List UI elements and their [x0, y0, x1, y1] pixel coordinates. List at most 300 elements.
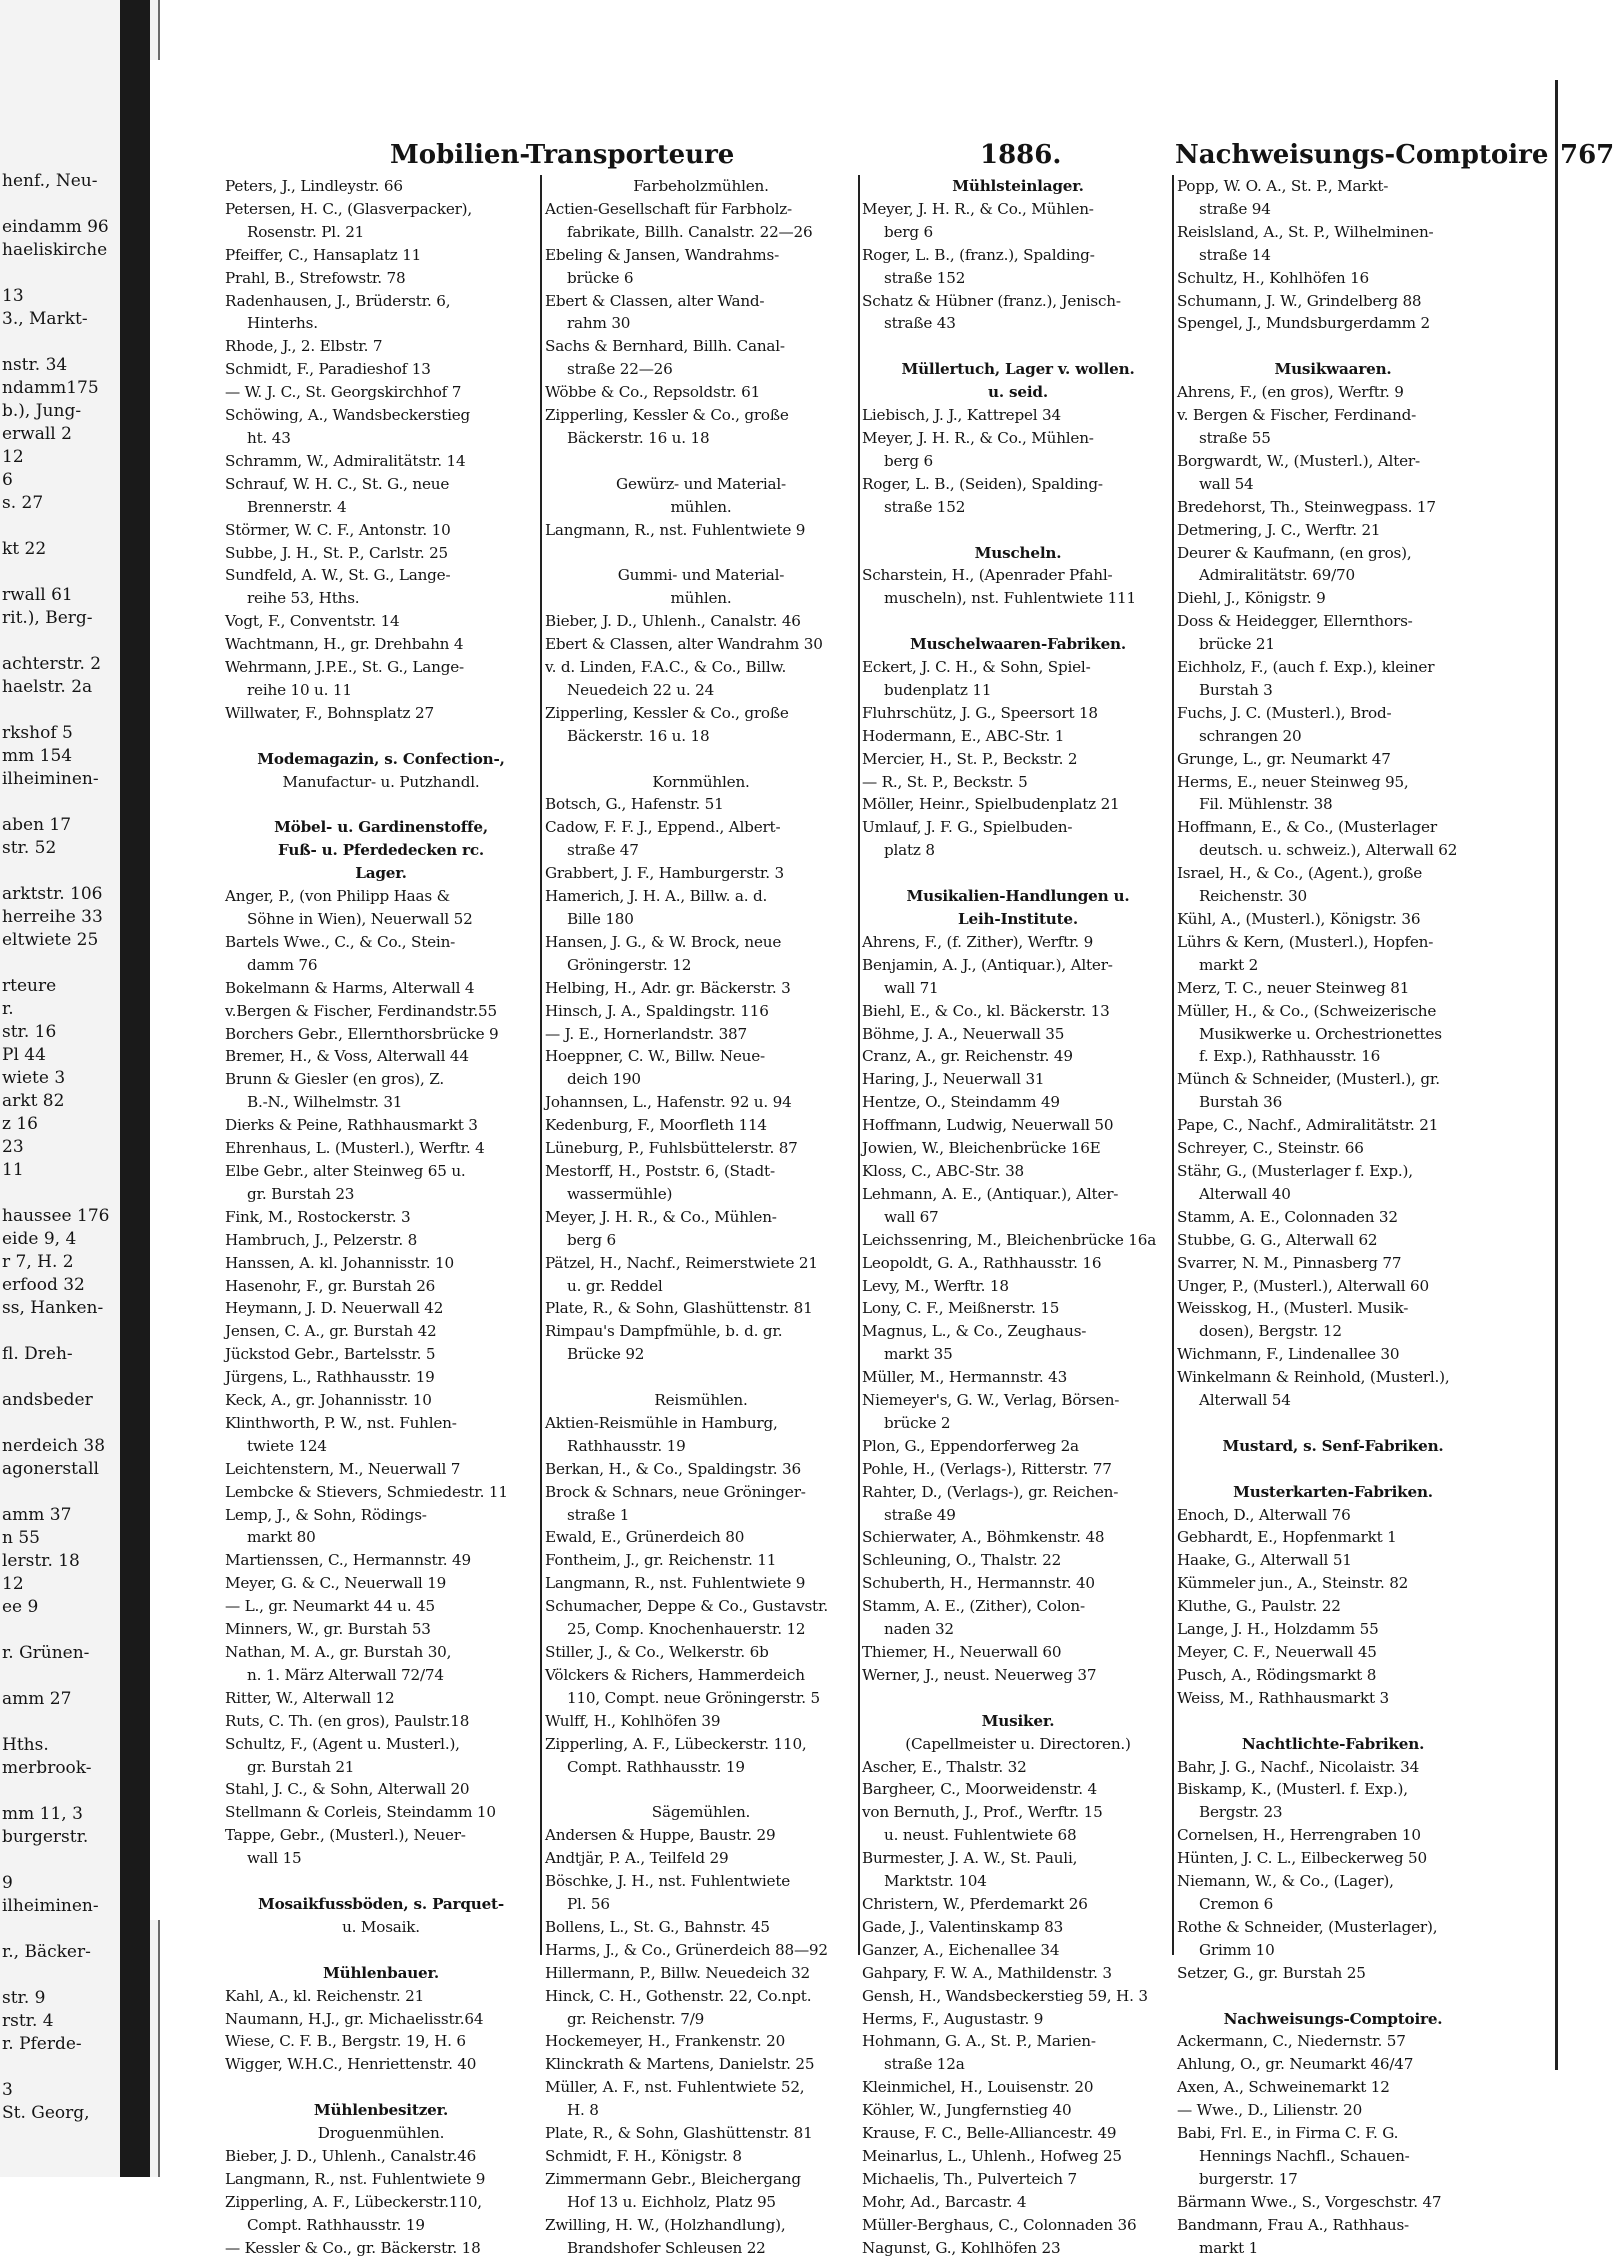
- facing-page-fragment: r. Pferde-: [2, 2034, 82, 2054]
- facing-page-fragment: r 7, H. 2: [2, 1252, 74, 1272]
- directory-entry: Wiese, C. F. B., Bergstr. 19, H. 6: [225, 2032, 466, 2051]
- directory-entry: Eichholz, F., (auch f. Exp.), kleiner: [1177, 658, 1435, 677]
- section-heading: Mühlenbauer.: [322, 1963, 440, 1982]
- subsection-heading: Droguenmühlen.: [317, 2124, 445, 2143]
- facing-page-fragment: 11: [2, 1160, 24, 1180]
- facing-page-fragment: r. Grünen-: [2, 1643, 90, 1663]
- directory-entry: Meyer, J. H. R., & Co., Mühlen-: [862, 428, 1094, 447]
- facing-page-fragment: str. 52: [2, 838, 57, 858]
- section-heading: Mühlenbesitzer.: [313, 2101, 449, 2120]
- column-2: [545, 175, 857, 2259]
- directory-entry: Wigger, W.H.C., Henriettenstr. 40: [225, 2055, 477, 2074]
- directory-entry: Niemann, W., & Co., (Lager),: [1177, 1872, 1394, 1891]
- directory-entry: Brücke 92: [567, 1345, 645, 1364]
- section-heading: Musikwaaren.: [1274, 360, 1392, 379]
- facing-page-fragment: str. 16: [2, 1022, 57, 1042]
- directory-entry: Bremer, H., & Voss, Alterwall 44: [225, 1047, 469, 1066]
- directory-entry: wall 71: [884, 978, 939, 997]
- directory-entry: damm 76: [247, 955, 318, 974]
- directory-entry: Schöwing, A., Wandsbeckerstieg: [225, 406, 471, 425]
- directory-entry: Pape, C., Nachf., Admiralitätstr. 21: [1177, 1116, 1439, 1135]
- directory-entry: Bartels Wwe., C., & Co., Stein-: [225, 932, 456, 951]
- directory-entry: Wöbbe & Co., Repsoldstr. 61: [545, 383, 761, 402]
- subsection-heading: mühlen.: [670, 589, 732, 608]
- directory-entry: — L., gr. Neumarkt 44 u. 45: [225, 1597, 435, 1616]
- facing-page-fragment: str. 9: [2, 1988, 46, 2008]
- column-rule: [540, 175, 542, 1955]
- directory-entry: 110, Compt. neue Gröningerstr. 5: [567, 1688, 820, 1707]
- directory-entry: Setzer, G., gr. Burstah 25: [1177, 1963, 1366, 1982]
- facing-page-fragment: eide 9, 4: [2, 1229, 77, 1249]
- directory-entry: Ebert & Classen, alter Wandrahm 30: [545, 635, 823, 654]
- directory-entry: Admiralitätstr. 69/70: [1199, 566, 1355, 585]
- directory-entry: Stiller, J., & Co., Welkerstr. 6b: [545, 1643, 769, 1661]
- directory-entry: Kahl, A., kl. Reichenstr. 21: [225, 1986, 425, 2005]
- directory-entry: Sachs & Bernhard, Billh. Canal-: [545, 337, 785, 356]
- facing-page-fragment: r., Bäcker-: [2, 1942, 91, 1962]
- facing-page-fragment: 13: [2, 286, 24, 306]
- directory-entry: Svarrer, N. M., Pinnasberg 77: [1177, 1253, 1402, 1272]
- directory-entry: Leichssenring, M., Bleichenbrücke 16a: [862, 1230, 1157, 1249]
- directory-entry: Bieber, J. D., Uhlenh., Canalstr. 46: [545, 612, 801, 631]
- facing-page-fragment: fl. Dreh-: [2, 1344, 73, 1364]
- directory-entry: Bargheer, C., Moorweidenstr. 4: [862, 1780, 1098, 1799]
- facing-page-fragment: 23: [2, 1137, 24, 1157]
- directory-entry: Stubbe, G. G., Alterwall 62: [1177, 1230, 1378, 1249]
- directory-entry: Bergstr. 23: [1199, 1803, 1283, 1822]
- directory-entry: [1177, 1412, 1489, 1435]
- directory-entry: fabrikate, Billh. Canalstr. 22—26: [567, 222, 813, 241]
- directory-entry: straße 94: [1199, 199, 1271, 218]
- directory-entry: Köhler, W., Jungfernstieg 40: [862, 2101, 1072, 2120]
- directory-entry: Klinthworth, P. W., nst. Fuhlen-: [225, 1413, 457, 1432]
- facing-page-fragment: merbrook-: [2, 1758, 92, 1778]
- directory-entry: reihe 10 u. 11: [247, 680, 352, 699]
- directory-entry: Zipperling, Kessler & Co., große: [545, 703, 789, 722]
- directory-entry: Bieber, J. D., Uhlenh., Canalstr.46: [225, 2146, 477, 2165]
- directory-entry: [545, 542, 857, 565]
- directory-entry: Pätzel, H., Nachf., Reimerstwiete 21: [545, 1253, 818, 1272]
- facing-page-fragment: ss, Hanken-: [2, 1298, 104, 1318]
- directory-entry: Reislsland, A., St. P., Wilhelminen-: [1177, 222, 1434, 241]
- directory-entry: markt 2: [1199, 955, 1259, 974]
- directory-entry: n. 1. März Alterwall 72/74: [247, 1665, 444, 1684]
- directory-entry: v. d. Linden, F.A.C., & Co., Billw.: [545, 658, 787, 677]
- directory-entry: Wulff, H., Kohlhöfen 39: [545, 1711, 721, 1730]
- facing-page-fragment: nstr. 34: [2, 355, 68, 375]
- directory-entry: Stähr, G., (Musterlager f. Exp.),: [1177, 1161, 1413, 1180]
- directory-entry: Zimmermann Gebr., Bleichergang: [545, 2169, 801, 2188]
- directory-entry: Söhne in Wien), Neuerwall 52: [247, 910, 473, 928]
- directory-entry: Alterwall 54: [1199, 1391, 1291, 1410]
- directory-entry: Brandshofer Schleusen 22: [567, 2238, 766, 2257]
- header-left-title: Mobilien-Transporteure: [390, 140, 735, 170]
- directory-entry: Klinckrath & Martens, Danielstr. 25: [545, 2055, 815, 2074]
- directory-entry: Mestorff, H., Poststr. 6, (Stadt-: [545, 1161, 775, 1180]
- section-heading: Musiker.: [981, 1711, 1055, 1730]
- section-heading: Mosaikfussböden, s. Parquet-: [258, 1894, 504, 1913]
- directory-entry: Bollens, L., St. G., Bahnstr. 45: [545, 1917, 770, 1936]
- directory-entry: Müller, M., Hermannstr. 43: [862, 1368, 1068, 1387]
- subsection-heading: Manufactur- u. Putzhandl.: [282, 772, 480, 791]
- directory-entry: Zwilling, H. W., (Holzhandlung),: [545, 2215, 786, 2234]
- directory-entry: Hennings Nachfl., Schauen-: [1199, 2146, 1410, 2165]
- directory-entry: Störmer, W. C. F., Antonstr. 10: [225, 520, 451, 539]
- directory-entry: Andtjär, P. A., Teilfeld 29: [545, 1849, 729, 1868]
- directory-entry: Stamm, A. E., (Zither), Colon-: [862, 1597, 1085, 1616]
- directory-entry: Leopoldt, G. A., Rathhausstr. 16: [862, 1253, 1102, 1272]
- directory-entry: Hanssen, A. kl. Johannisstr. 10: [225, 1253, 454, 1272]
- directory-entry: Schleuning, O., Thalstr. 22: [862, 1551, 1062, 1570]
- directory-entry: Biskamp, K., (Musterl. f. Exp.),: [1177, 1780, 1408, 1799]
- directory-entry: Lüneburg, P., Fuhlsbüttelerstr. 87: [545, 1139, 798, 1158]
- directory-entry: Hillermann, P., Billw. Neuedeich 32: [545, 1963, 810, 1982]
- directory-entry: Ruts, C. Th. (en gros), Paulstr.18: [225, 1711, 470, 1730]
- section-heading: Nachweisungs-Comptoire.: [1223, 2009, 1443, 2028]
- directory-entry: Grimm 10: [1199, 1940, 1275, 1959]
- facing-page-fragment: haelstr. 2a: [2, 677, 93, 697]
- directory-entry: Peters, J., Lindleystr. 66: [225, 177, 403, 195]
- subsection-heading: Farbeholzmühlen.: [633, 177, 769, 195]
- directory-entry: Pohle, H., (Verlags-), Ritterstr. 77: [862, 1459, 1112, 1478]
- directory-entry: Nagunst, G., Kohlhöfen 23: [862, 2238, 1061, 2257]
- facing-page-fragment: r.: [2, 999, 14, 1019]
- directory-entry: markt 35: [884, 1345, 953, 1364]
- facing-page-fragment: 3., Markt-: [2, 309, 88, 329]
- facing-page-fragment: andsbeder: [2, 1390, 93, 1410]
- directory-entry: straße 14: [1199, 245, 1271, 264]
- directory-entry: Ahrens, F., (f. Zither), Werftr. 9: [862, 932, 1094, 951]
- directory-entry: Ascher, E., Thalstr. 32: [862, 1757, 1027, 1776]
- directory-entry: Kleinmichel, H., Louisenstr. 20: [862, 2078, 1094, 2097]
- section-heading: Modemagazin, s. Confection-,: [257, 749, 505, 768]
- facing-page-fragment: 9: [2, 1873, 13, 1893]
- subsection-heading: Gewürz- und Material-: [616, 474, 786, 493]
- directory-entry: Rosenstr. Pl. 21: [247, 222, 365, 241]
- directory-entry: Enoch, D., Alterwall 76: [1177, 1505, 1351, 1524]
- directory-entry: Pusch, A., Rödingsmarkt 8: [1177, 1665, 1377, 1684]
- directory-entry: Botsch, G., Hafenstr. 51: [545, 795, 724, 814]
- directory-entry: Dierks & Peine, Rathhausmarkt 3: [225, 1116, 478, 1135]
- directory-entry: [1177, 1458, 1489, 1481]
- directory-entry: [545, 450, 857, 473]
- facing-page-fragment: erfood 32: [2, 1275, 85, 1295]
- subsection-heading: (Capellmeister u. Directoren.): [905, 1734, 1131, 1753]
- directory-entry: Stahl, J. C., & Sohn, Alterwall 20: [225, 1780, 470, 1799]
- directory-entry: Bahr, J. G., Nachf., Nicolaistr. 34: [1177, 1757, 1420, 1776]
- directory-entry: brücke 2: [884, 1413, 951, 1432]
- directory-entry: berg 6: [884, 451, 933, 470]
- directory-entry: Anger, P., (von Philipp Haas &: [225, 887, 450, 906]
- directory-entry: Hoffmann, E., & Co., (Musterlager: [1177, 818, 1437, 837]
- header-right-title: Nachweisungs-Comptoire: [1175, 140, 1549, 170]
- directory-entry: brücke 6: [567, 268, 634, 287]
- facing-page-fragment: mm 154: [2, 746, 73, 766]
- directory-entry: Hockemeyer, H., Frankenstr. 20: [545, 2032, 786, 2051]
- directory-entry: [225, 725, 537, 748]
- directory-entry: Reichenstr. 30: [1199, 887, 1308, 906]
- directory-entry: Pfeiffer, C., Hansaplatz 11: [225, 245, 422, 264]
- directory-entry: Kühl, A., (Musterl.), Königstr. 36: [1177, 910, 1421, 928]
- subsection-heading: u. Mosaik.: [342, 1917, 420, 1936]
- facing-page-fragment: 12: [2, 447, 24, 467]
- directory-entry: Schmidt, F. H., Königstr. 8: [545, 2146, 742, 2165]
- directory-entry: v.Bergen & Fischer, Ferdinandstr.55: [225, 1001, 497, 1020]
- directory-entry: Schultz, H., Kohlhöfen 16: [1177, 268, 1370, 287]
- directory-entry: f. Exp.), Rathhausstr. 16: [1199, 1047, 1381, 1066]
- facing-page-fragment: haussee 176: [2, 1206, 110, 1226]
- directory-entry: berg 6: [884, 222, 933, 241]
- directory-entry: Pl. 56: [567, 1894, 610, 1913]
- directory-entry: [225, 793, 537, 816]
- directory-entry: Benjamin, A. J., (Antiquar.), Alter-: [862, 955, 1113, 974]
- facing-page-fragment: 6: [2, 470, 13, 490]
- directory-entry: — Wwe., D., Lilienstr. 20: [1177, 2101, 1363, 2120]
- directory-entry: Elbe Gebr., alter Steinweg 65 u.: [225, 1161, 466, 1180]
- facing-page-fragment: achterstr. 2: [2, 654, 102, 674]
- directory-entry: Popp, W. O. A., St. P., Markt-: [1177, 177, 1389, 195]
- directory-entry: Grunge, L., gr. Neumarkt 47: [1177, 749, 1391, 768]
- directory-entry: Zipperling, Kessler & Co., große: [545, 406, 789, 425]
- directory-entry: Radenhausen, J., Brüderstr. 6,: [225, 291, 451, 310]
- directory-entry: Martienssen, C., Hermannstr. 49: [225, 1551, 471, 1570]
- facing-page-fragment: b.), Jung-: [2, 401, 82, 421]
- directory-entry: Roger, L. B., (franz.), Spalding-: [862, 245, 1095, 264]
- directory-entry: [545, 748, 857, 771]
- directory-entry: Willwater, F., Bohnsplatz 27: [225, 703, 434, 722]
- directory-entry: Spengel, J., Mundsburgerdamm 2: [1177, 314, 1430, 333]
- directory-entry: Jowien, W., Bleichenbrücke 16E: [862, 1139, 1101, 1158]
- section-heading: Muscheln.: [974, 543, 1062, 562]
- directory-entry: Burmester, J. A. W., St. Pauli,: [862, 1849, 1078, 1868]
- directory-entry: straße 22—26: [567, 360, 673, 379]
- directory-entry: Marktstr. 104: [884, 1872, 987, 1891]
- directory-entry: Fink, M., Rostockerstr. 3: [225, 1207, 411, 1226]
- directory-entry: Wehrmann, J.P.E., St. G., Lange-: [225, 658, 464, 677]
- directory-entry: Rothe & Schneider, (Musterlager),: [1177, 1917, 1438, 1936]
- directory-entry: B.-N., Wilhelmstr. 31: [247, 1093, 403, 1112]
- directory-entry: Wichmann, F., Lindenallee 30: [1177, 1345, 1400, 1364]
- directory-entry: Burstah 3: [1199, 680, 1273, 699]
- directory-entry: Hamerich, J. H. A., Billw. a. d.: [545, 887, 768, 906]
- directory-entry: markt 1: [1199, 2238, 1259, 2257]
- directory-entry: Langmann, R., nst. Fuhlentwiete 9: [545, 520, 806, 539]
- directory-entry: straße 49: [884, 1505, 956, 1524]
- directory-entry: Lehmann, A. E., (Antiquar.), Alter-: [862, 1184, 1119, 1203]
- directory-entry: Meyer, J. H. R., & Co., Mühlen-: [545, 1207, 777, 1226]
- directory-entry: Lührs & Kern, (Musterl.), Hopfen-: [1177, 932, 1434, 951]
- section-heading: Müllertuch, Lager v. wollen.: [901, 360, 1135, 379]
- directory-entry: Thiemer, H., Neuerwall 60: [862, 1643, 1062, 1661]
- directory-entry: Compt. Rathhausstr. 19: [247, 2215, 425, 2234]
- facing-page-fragment: ndamm175: [2, 378, 99, 398]
- facing-page-fragment: St. Georg,: [2, 2103, 90, 2123]
- facing-page-fragment: Hths.: [2, 1735, 49, 1755]
- facing-page-fragment: arktstr. 106: [2, 884, 103, 904]
- directory-entry: Jürgens, L., Rathhausstr. 19: [225, 1368, 435, 1387]
- directory-entry: Harms, J., & Co., Grünerdeich 88—92: [545, 1940, 828, 1959]
- facing-page-fragment: herreihe 33: [2, 907, 103, 927]
- directory-entry: Bredehorst, Th., Steinwegpass. 17: [1177, 497, 1436, 516]
- directory-entry: Rimpau's Dampfmühle, b. d. gr.: [545, 1322, 783, 1341]
- directory-entry: Minners, W., gr. Burstah 53: [225, 1620, 431, 1639]
- directory-entry: gr. Burstah 23: [247, 1184, 355, 1203]
- facing-page-fragment: lerstr. 18: [2, 1551, 80, 1571]
- directory-entry: Cornelsen, H., Herrengraben 10: [1177, 1826, 1421, 1845]
- directory-entry: Brennerstr. 4: [247, 497, 347, 516]
- section-heading: Muschelwaaren-Fabriken.: [910, 635, 1126, 654]
- directory-entry: Cranz, A., gr. Reichenstr. 49: [862, 1047, 1073, 1066]
- directory-entry: Schumann, J. W., Grindelberg 88: [1177, 291, 1422, 310]
- directory-entry: Brock & Schnars, neue Gröninger-: [545, 1482, 806, 1501]
- directory-entry: gr. Reichenstr. 7/9: [567, 2009, 705, 2028]
- directory-entry: Magnus, L., & Co., Zeughaus-: [862, 1322, 1087, 1341]
- directory-entry: Schramm, W., Admiralitätstr. 14: [225, 451, 466, 470]
- directory-entry: Gensh, H., Wandsbeckerstieg 59, H. 3: [862, 1986, 1148, 2005]
- directory-entry: Ewald, E., Grünerdeich 80: [545, 1528, 745, 1547]
- facing-page-fragment: amm 27: [2, 1689, 72, 1709]
- directory-entry: Herms, F., Augustastr. 9: [862, 2009, 1044, 2028]
- directory-entry: u. neust. Fuhlentwiete 68: [884, 1826, 1077, 1845]
- directory-entry: Compt. Rathhausstr. 19: [567, 1757, 745, 1776]
- directory-entry: Ebeling & Jansen, Wandrahms-: [545, 245, 780, 264]
- section-heading: Möbel- u. Gardinenstoffe,: [274, 818, 488, 837]
- section-heading: Leih-Institute.: [958, 910, 1078, 928]
- directory-entry: Actien-Gesellschaft für Farbholz-: [545, 199, 792, 218]
- column-3: [862, 175, 1174, 2259]
- facing-page-fragment: z 16: [2, 1114, 38, 1134]
- book-binding: [120, 0, 150, 2177]
- subsection-heading: Gummi- und Material-: [617, 566, 785, 585]
- directory-entry: Mohr, Ad., Barcastr. 4: [862, 2192, 1027, 2211]
- section-heading: Nachtlichte-Fabriken.: [1241, 1734, 1425, 1753]
- subsection-heading: Sägemühlen.: [651, 1803, 751, 1822]
- directory-entry: Sundfeld, A. W., St. G., Lange-: [225, 566, 451, 585]
- directory-entry: Böhme, J. A., Neuerwall 35: [862, 1024, 1065, 1043]
- facing-page-fragment: wiete 3: [2, 1068, 66, 1088]
- directory-entry: Hansen, J. G., & W. Brock, neue: [545, 932, 782, 951]
- directory-entry: Prahl, B., Strefowstr. 78: [225, 268, 406, 287]
- directory-entry: Gröningerstr. 12: [567, 955, 692, 974]
- directory-entry: Ahrens, F., (en gros), Werftr. 9: [1177, 383, 1404, 402]
- facing-page-fragment: ilheiminen-: [2, 769, 99, 789]
- directory-entry: Kluthe, G., Paulstr. 22: [1177, 1597, 1341, 1616]
- directory-entry: [862, 335, 1174, 358]
- directory-entry: straße 152: [884, 497, 966, 516]
- directory-entry: Hünten, J. C. L., Eilbeckerweg 50: [1177, 1849, 1427, 1868]
- directory-entry: Umlauf, J. F. G., Spielbuden-: [862, 818, 1073, 837]
- facing-page-fragment: agonerstall: [2, 1459, 99, 1479]
- facing-page-fragment: kt 22: [2, 539, 47, 559]
- directory-entry: Möller, Heinr., Spielbudenplatz 21: [862, 795, 1120, 814]
- facing-page-fragment: erwall 2: [2, 424, 72, 444]
- section-heading: Lager.: [355, 864, 407, 883]
- facing-page-fragment: henf., Neu-: [2, 171, 98, 191]
- directory-entry: straße 152: [884, 268, 966, 287]
- directory-entry: Völckers & Richers, Hammerdeich: [545, 1665, 805, 1684]
- directory-entry: [225, 1939, 537, 1962]
- directory-entry: Fluhrschütz, J. G., Speersort 18: [862, 703, 1098, 722]
- directory-entry: Ackermann, C., Niedernstr. 57: [1177, 2032, 1406, 2051]
- directory-entry: Schierwater, A., Böhmkenstr. 48: [862, 1528, 1105, 1547]
- facing-page-fragment: burgerstr.: [2, 1827, 89, 1847]
- page-edge: [1555, 80, 1568, 2070]
- facing-page-fragment: eltwiete 25: [2, 930, 99, 950]
- directory-entry: Herms, E., neuer Steinweg 95,: [1177, 772, 1409, 791]
- directory-entry: [862, 862, 1174, 885]
- directory-entry: Scharstein, H., (Apenrader Pfahl-: [862, 566, 1113, 585]
- section-heading: Mustard, s. Senf-Fabriken.: [1222, 1436, 1444, 1455]
- column-rule: [858, 175, 860, 1955]
- directory-entry: Hentze, O., Steindamm 49: [862, 1093, 1060, 1112]
- directory-entry: Hohmann, G. A., St. P., Marien-: [862, 2032, 1096, 2051]
- directory-entry: Lemp, J., & Sohn, Rödings-: [225, 1505, 427, 1524]
- directory-entry: H. 8: [567, 2101, 599, 2120]
- subsection-heading: Reismühlen.: [654, 1391, 748, 1410]
- directory-entry: Schreyer, C., Steinstr. 66: [1177, 1139, 1364, 1158]
- directory-entry: budenplatz 11: [884, 680, 992, 699]
- directory-entry: Musikwerke u. Orchestrionettes: [1199, 1024, 1442, 1043]
- directory-entry: [545, 1366, 857, 1389]
- directory-entry: Ganzer, A., Eichenallee 34: [862, 1940, 1060, 1959]
- directory-entry: Borchers Gebr., Ellernthorsbrücke 9: [225, 1024, 499, 1043]
- directory-entry: Haring, J., Neuerwall 31: [862, 1070, 1045, 1089]
- directory-entry: Gade, J., Valentinskamp 83: [862, 1917, 1064, 1936]
- directory-entry: Hinck, C. H., Gothenstr. 22, Co.npt.: [545, 1986, 812, 2005]
- facing-page-fragment: mm 11, 3: [2, 1804, 83, 1824]
- directory-entry: Brunn & Giesler (en gros), Z.: [225, 1070, 444, 1089]
- directory-entry: [225, 2076, 537, 2099]
- directory-entry: 25, Comp. Knochenhauerstr. 12: [567, 1620, 806, 1639]
- subsection-heading: mühlen.: [670, 497, 732, 516]
- directory-entry: burgerstr. 17: [1199, 2169, 1298, 2188]
- directory-entry: Müller-Berghaus, C., Colonnaden 36: [862, 2215, 1137, 2234]
- directory-entry: Alterwall 40: [1199, 1184, 1291, 1203]
- directory-entry: Bäckerstr. 16 u. 18: [567, 726, 710, 745]
- directory-entry: Schmidt, F., Paradieshof 13: [225, 360, 431, 379]
- directory-entry: Israel, H., & Co., (Agent.), große: [1177, 864, 1423, 883]
- directory-entry: Böschke, J. H., nst. Fuhlentwiete: [545, 1872, 791, 1891]
- directory-entry: u. gr. Reddel: [567, 1276, 663, 1295]
- directory-entry: Fontheim, J., gr. Reichenstr. 11: [545, 1551, 777, 1570]
- facing-page-fragment: rkshof 5: [2, 723, 73, 743]
- header-year: 1886.: [980, 140, 1062, 170]
- directory-entry: brücke 21: [1199, 635, 1275, 654]
- directory-entry: Plate, R., & Sohn, Glashüttenstr. 81: [545, 1299, 813, 1318]
- directory-entry: Werner, J., neust. Neuerweg 37: [862, 1665, 1097, 1684]
- directory-entry: Gebhardt, E., Hopfenmarkt 1: [1177, 1528, 1397, 1547]
- directory-entry: Winkelmann & Reinhold, (Musterl.),: [1177, 1368, 1450, 1387]
- directory-entry: Neuedeich 22 u. 24: [567, 680, 715, 699]
- facing-page-fragment: eindamm 96: [2, 217, 109, 237]
- facing-page-fragment: s. 27: [2, 493, 44, 513]
- directory-entry: Müller, H., & Co., (Schweizerische: [1177, 1001, 1437, 1020]
- section-heading: Fuß- u. Pferdedecken rc.: [278, 841, 484, 860]
- directory-entry: Zipperling, A. F., Lübeckerstr.110,: [225, 2192, 482, 2211]
- directory-entry: Kedenburg, F., Moorfleth 114: [545, 1116, 767, 1135]
- directory-entry: Lony, C. F., Meißnerstr. 15: [862, 1299, 1060, 1318]
- facing-page-fragment: amm 37: [2, 1505, 72, 1525]
- binding-gap: [150, 60, 160, 1920]
- facing-page-fragment: haeliskirche: [2, 240, 108, 260]
- directory-entry: — R., St. P., Beckstr. 5: [862, 772, 1028, 791]
- directory-entry: Kloss, C., ABC-Str. 38: [862, 1161, 1024, 1180]
- directory-entry: wassermühle): [567, 1184, 673, 1203]
- directory-entry: Müller, A. F., nst. Fuhlentwiete 52,: [545, 2078, 805, 2097]
- facing-page-fragment: ee 9: [2, 1597, 39, 1617]
- directory-entry: Levy, M., Werftr. 18: [862, 1276, 1009, 1295]
- directory-entry: rahm 30: [567, 314, 631, 333]
